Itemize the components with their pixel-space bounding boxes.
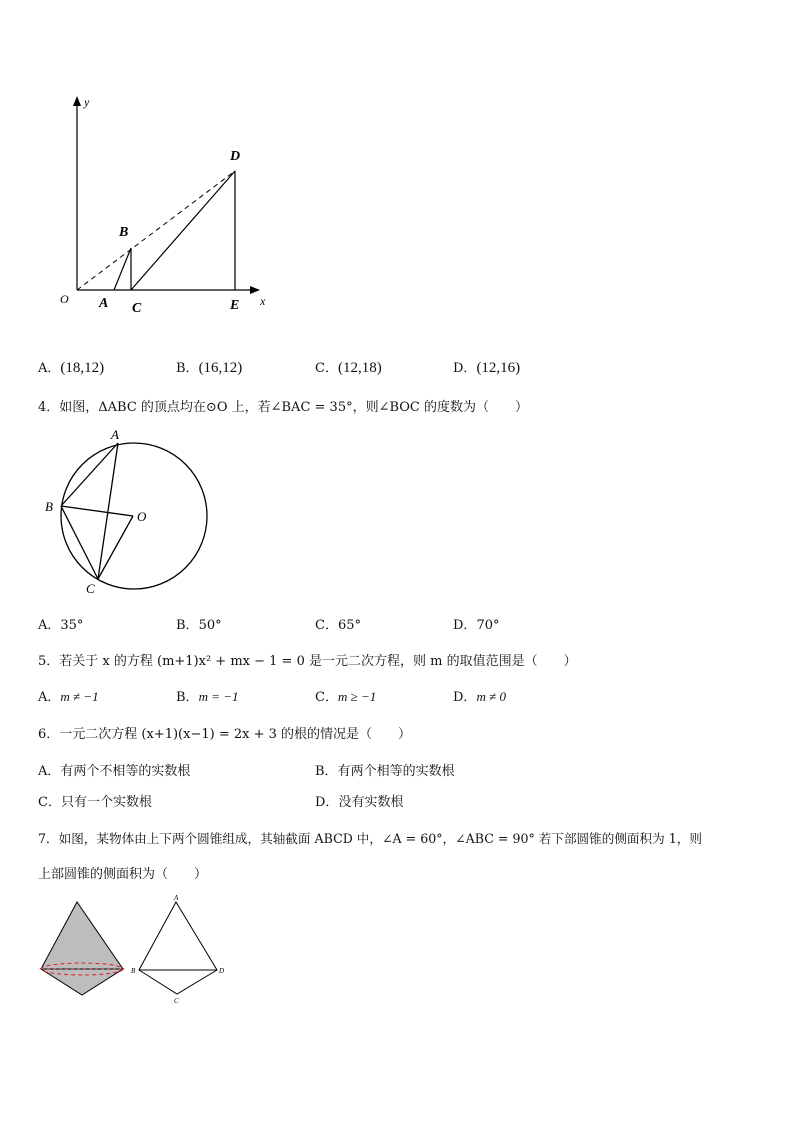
option-letter: A． <box>38 690 61 705</box>
option-letter: B． <box>315 764 338 779</box>
option-letter: A． <box>38 764 61 779</box>
option-letter: C． <box>315 618 338 633</box>
point-label-b: B <box>119 225 129 240</box>
option-letter: B． <box>176 361 199 376</box>
point-label-d: D <box>219 967 225 975</box>
option-letter: B． <box>176 690 199 705</box>
point-label-d: D <box>230 149 241 164</box>
option-text: (12,16) <box>476 360 521 376</box>
q7-double-cone-figure <box>36 895 136 1010</box>
q5-option-c[interactable] <box>315 686 376 705</box>
q4-option-a[interactable] <box>38 614 83 633</box>
q4-circle-figure <box>40 425 220 600</box>
segment-bo <box>61 506 133 516</box>
q6-option-b[interactable] <box>315 760 455 779</box>
x-axis-label: x <box>260 294 266 308</box>
option-text: 有两个相等的实数根 <box>337 764 455 779</box>
q4-option-d[interactable] <box>453 614 499 633</box>
q5-option-d[interactable] <box>453 686 506 705</box>
q5-option-a[interactable] <box>38 686 99 705</box>
option-letter: C． <box>38 795 61 810</box>
segment-ab <box>61 443 118 506</box>
option-letter: D． <box>453 361 477 376</box>
q4-option-b[interactable] <box>176 614 222 633</box>
option-letter: A． <box>38 361 61 376</box>
point-label-c: C <box>132 301 142 316</box>
upper-cone <box>41 902 123 969</box>
quadrilateral-abcd <box>139 902 217 994</box>
option-text: 35° <box>60 618 84 633</box>
q3-option-b[interactable] <box>176 357 242 377</box>
q6-option-a[interactable] <box>38 760 190 779</box>
q7-stem-line1: 7．如图，某物体由上下两个圆锥组成，其轴截面 ABCD 中，∠A = 60°，∠ABC = 90° 若下部圆锥的侧面积为 1，则 <box>38 831 702 846</box>
q5-option-b[interactable] <box>176 686 239 705</box>
point-label-a: A <box>99 296 109 311</box>
point-label-a: A <box>174 894 179 902</box>
option-text: 有两个不相等的实数根 <box>60 764 191 779</box>
option-text: 70° <box>476 618 500 633</box>
option-text: m ≠ −1 <box>60 689 99 704</box>
point-label-b: B <box>131 967 136 975</box>
origin-label: O <box>60 292 69 306</box>
x-axis-arrow <box>250 286 260 294</box>
point-label-c: C <box>86 581 95 596</box>
option-text: (12,18) <box>337 360 382 376</box>
option-text: m ≠ 0 <box>476 689 506 704</box>
option-letter: D． <box>453 690 477 705</box>
q3-option-c[interactable] <box>315 357 382 377</box>
point-label-o: O <box>137 509 147 524</box>
y-axis-arrow <box>73 96 81 106</box>
option-text: 只有一个实数根 <box>60 795 152 810</box>
dashed-line-od <box>77 171 235 290</box>
option-text: (16,12) <box>198 360 243 376</box>
q5-stem: 5．若关于 x 的方程 (m+1)x² + mx − 1 = 0 是一元二次方程，则 m 的取值范围是（ ） <box>38 654 577 669</box>
circle-o <box>61 443 207 589</box>
point-label-e: E <box>230 298 240 313</box>
option-letter: B． <box>176 618 199 633</box>
option-text: m ≥ −1 <box>337 689 377 704</box>
option-letter: D． <box>315 795 339 810</box>
option-text: m = −1 <box>198 689 239 704</box>
q3-option-a[interactable] <box>38 357 104 377</box>
option-letter: C． <box>315 361 338 376</box>
q3-coordinate-figure <box>50 90 290 325</box>
q6-stem: 6．一元二次方程 (x+1)(x−1) = 2x + 3 的根的情况是（ ） <box>38 727 412 742</box>
segment-ab <box>114 248 131 290</box>
q7-stem-line2: 上部圆锥的侧面积为（ ） <box>38 867 208 882</box>
q4-stem: 4．如图，ΔABC 的顶点均在⊙O 上，若∠BAC = 35°，则∠BOC 的度数为（ ） <box>38 400 529 415</box>
q6-option-d[interactable] <box>315 791 403 810</box>
option-text: 50° <box>198 618 222 633</box>
y-axis-label: y <box>84 95 90 109</box>
q4-option-c[interactable] <box>315 614 361 633</box>
option-letter: D． <box>453 618 477 633</box>
point-label-a: A <box>111 427 119 442</box>
option-letter: C． <box>315 690 338 705</box>
point-label-b: B <box>45 499 53 514</box>
q6-option-c[interactable] <box>38 791 152 810</box>
q7-axial-section-figure <box>128 892 233 1007</box>
q3-option-d[interactable] <box>453 357 520 377</box>
point-label-c: C <box>174 997 179 1005</box>
segment-cd <box>131 171 235 290</box>
option-letter: A． <box>38 618 61 633</box>
option-text: (18,12) <box>60 360 105 376</box>
option-text: 没有实数根 <box>338 795 404 810</box>
option-text: 65° <box>337 618 361 633</box>
